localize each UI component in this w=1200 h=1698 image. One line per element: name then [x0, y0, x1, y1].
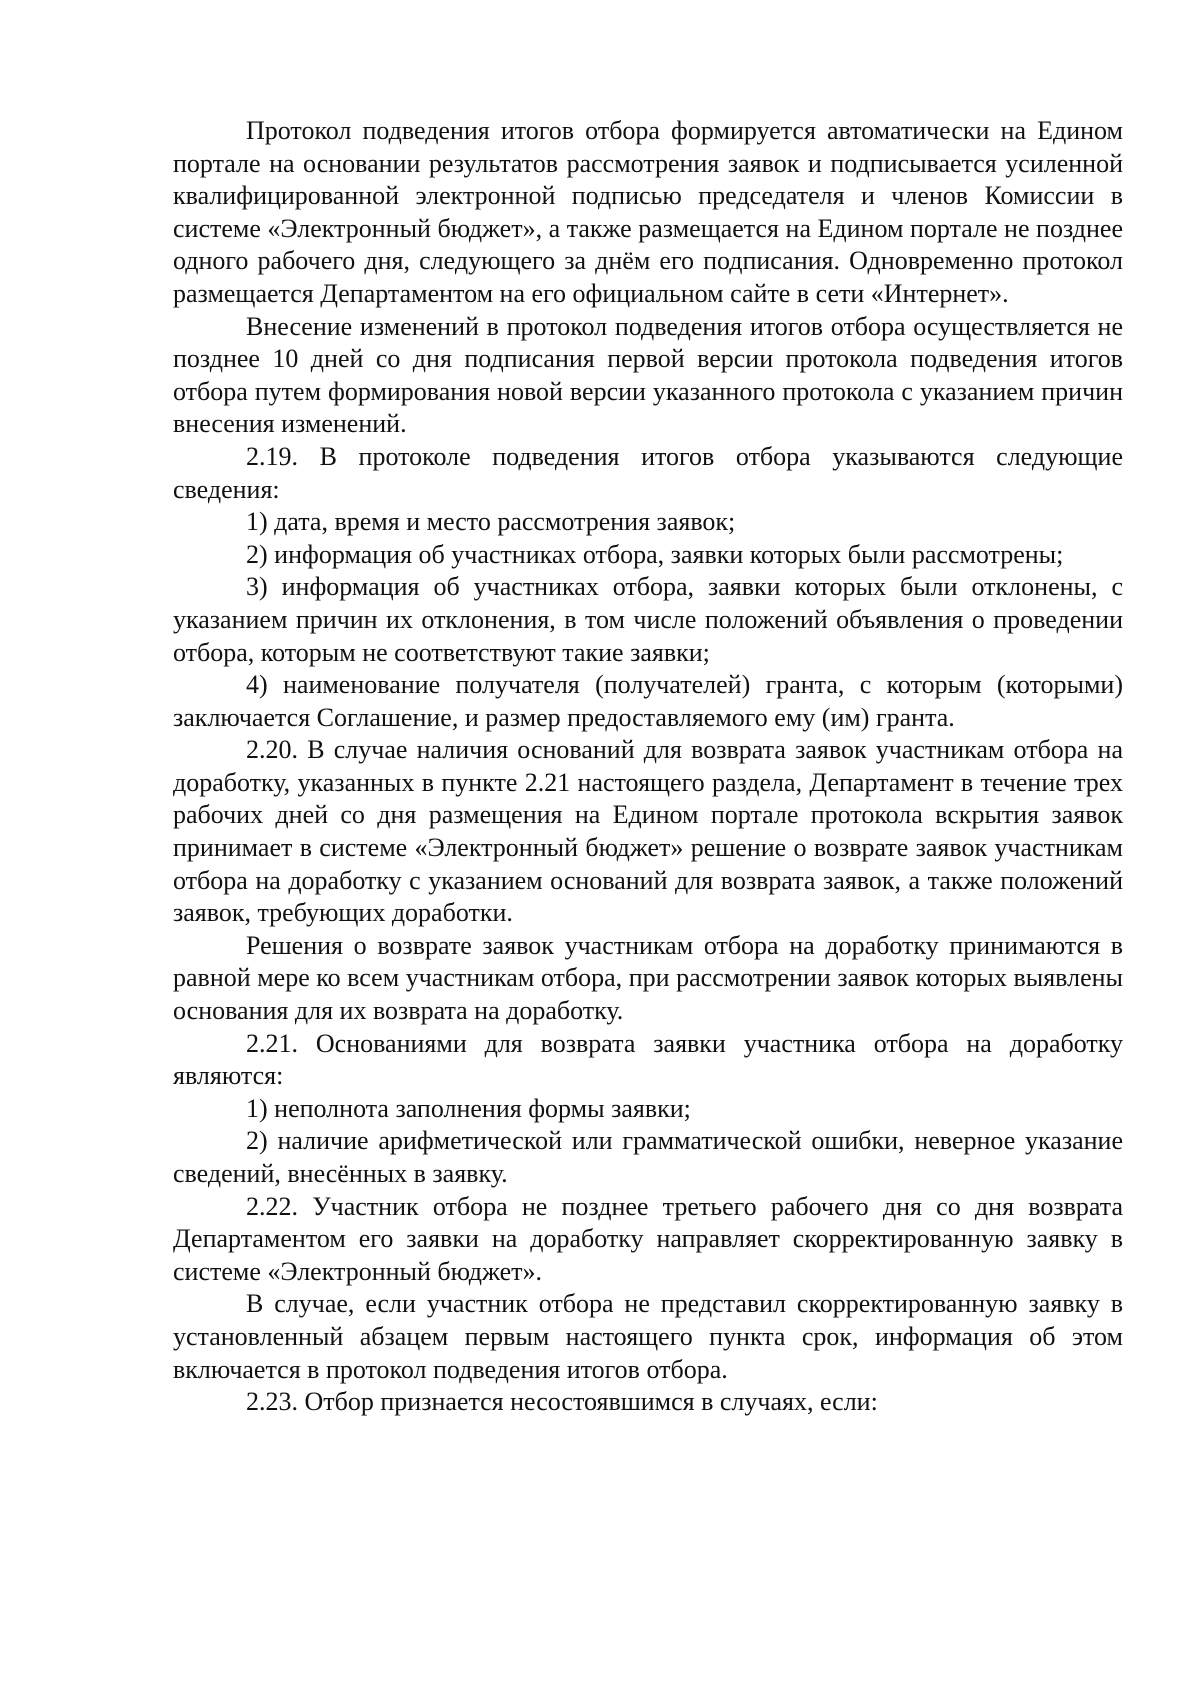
paragraph-protocol-formation: Протокол подведения итогов отбора формируется автоматически на Едином портале на основании результатов рассмотрения заявок и подписывается усиленной квалифицированной электронной подписью председателя и членов Комиссии в системе «Электронный бюджет», а также размещается на Едином портале не позднее одного рабочего дня, следующего за днём его подписания. Одновременно протокол размещается Департаментом на его официальном сайте в сети «Интернет». [173, 116, 1123, 308]
paragraph-2-22: 2.22. Участник отбора не позднее третьего рабочего дня со дня возврата Департаментом его заявки на доработку направляет скорректированную заявку в системе «Электронный бюджет». [173, 1191, 1123, 1286]
paragraph-protocol-changes: Внесение изменений в протокол подведения итогов отбора осуществляется не позднее 10 дней со дня подписания первой версии протокола подведения итогов отбора путем формирования новой версии указанного протокола с указанием причин внесения изменений. [173, 311, 1123, 439]
list-item-2-19-2: 2) информация об участниках отбора, заявки которых были рассмотрены; [246, 539, 1064, 569]
list-item-2-21-1: 1) неполнота заполнения формы заявки; [246, 1093, 691, 1123]
paragraph-2-20: 2.20. В случае наличия оснований для возврата заявок участникам отбора на доработку, указанных в пункте 2.21 настоящего раздела, Департамент в течение трех рабочих дней со дня размещения на Едином портале протокола вскрытия заявок принимает в системе «Электронный бюджет» решение о возврате заявок участникам отбора на доработку с указанием оснований для возврата заявок, а также положений заявок, требующих доработки. [173, 735, 1123, 928]
list-item-2-19-3: 3) информация об участниках отбора, заявки которых были отклонены, с указанием причин их отклонения, в том числе положений объявления о проведении отбора, которым не соответствуют такие заявки; [173, 572, 1123, 667]
paragraph-2-21: 2.21. Основаниями для возврата заявки участника отбора на доработку являются: [173, 1028, 1123, 1091]
list-item-2-19-1: 1) дата, время и место рассмотрения заявок; [246, 507, 736, 537]
list-item-2-19-4: 4) наименование получателя (получателей) гранта, с которым (которыми) заключается Соглашение, и размер предоставляемого ему (им) гранта. [173, 670, 1123, 732]
paragraph-2-23: 2.23. Отбор признается несостоявшимся в случаях, если: [246, 1387, 878, 1417]
paragraph-2-22-failure: В случае, если участник отбора не представил скорректированную заявку в установленный абзацем первым настоящего пункта срок, информация об этом включается в протокол подведения итогов отбора. [173, 1289, 1123, 1384]
paragraph-2-19: 2.19. В протоколе подведения итогов отбора указываются следующие сведения: [173, 441, 1123, 504]
paragraph-2-20-decisions: Решения о возврате заявок участникам отбора на доработку принимаются в равной мере ко всем участникам отбора, при рассмотрении заявок которых выявлены основания для их возврата на доработку. [173, 930, 1123, 1026]
document-page [173, 115, 1123, 1419]
list-item-2-21-2: 2) наличие арифметической или грамматической ошибки, неверное указание сведений, внесённых в заявку. [173, 1126, 1123, 1188]
